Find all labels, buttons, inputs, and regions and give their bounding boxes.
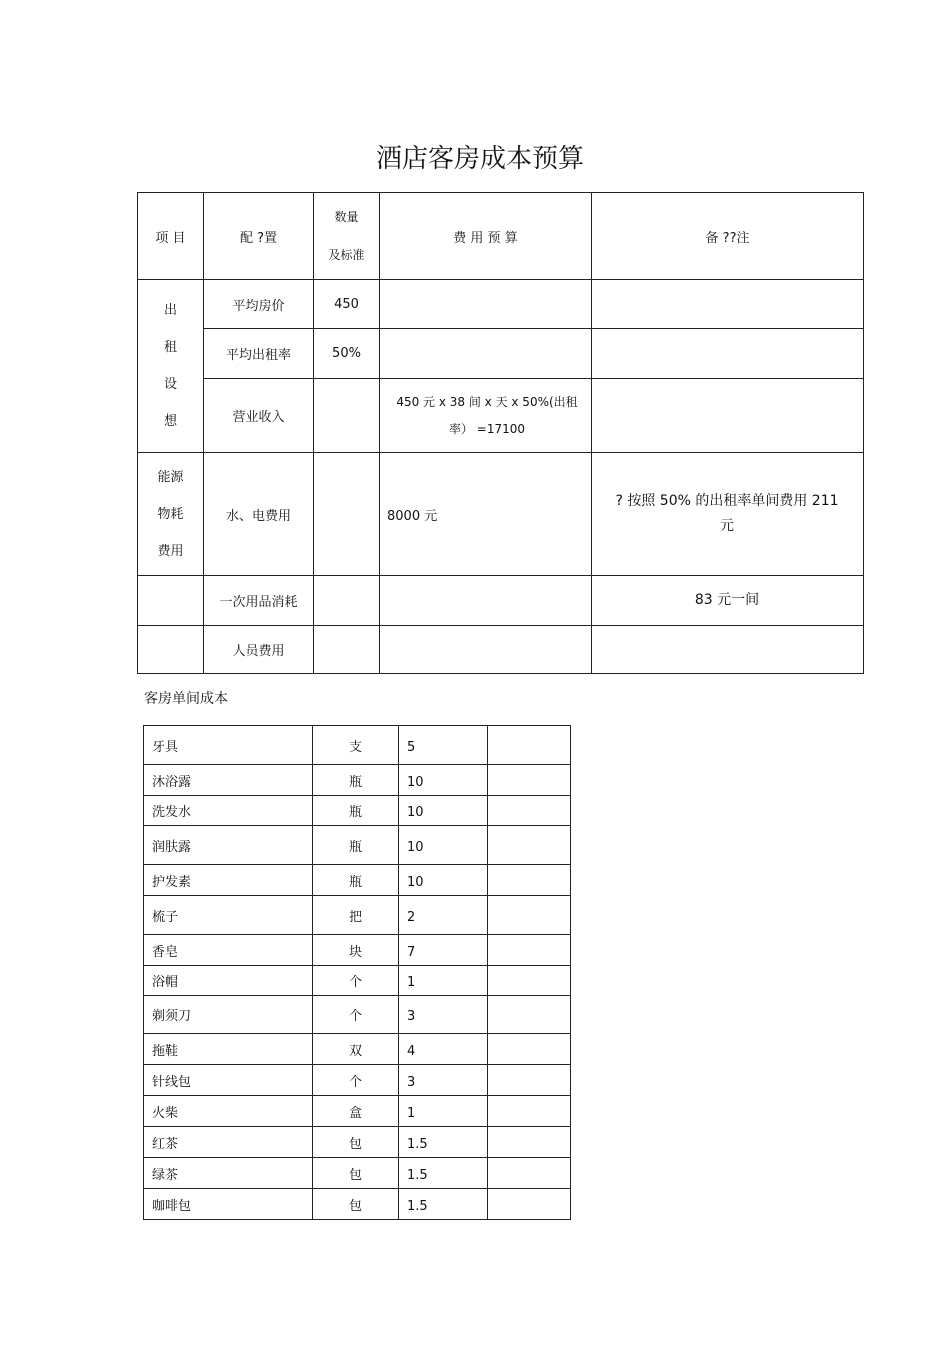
items-table	[143, 725, 571, 1220]
item-blank-cell	[488, 1189, 571, 1220]
item-blank-cell	[488, 966, 571, 996]
note-cell	[592, 453, 864, 576]
note-line: ? 按照 50% 的出租率单间费用 211	[615, 493, 839, 509]
note-cell	[592, 379, 864, 453]
item-unit-cell: 个	[313, 966, 399, 996]
table-row	[144, 1034, 571, 1065]
item-qty-cell: 1	[399, 1096, 488, 1127]
item-qty-cell: 2	[399, 896, 488, 935]
item-name-cell: 沐浴露	[144, 765, 313, 796]
qty-cell	[314, 626, 380, 674]
qty-cell: 50%	[314, 329, 380, 379]
item-unit-cell: 把	[313, 896, 399, 935]
config-cell: 营业收入	[204, 379, 314, 453]
config-cell: 一次用品消耗	[204, 576, 314, 626]
header-config: 配 ?置	[204, 193, 314, 280]
rental-group-char: 想	[163, 414, 177, 429]
item-unit-cell: 瓶	[313, 826, 399, 865]
item-qty-cell: 1	[399, 966, 488, 996]
group-cell	[138, 576, 204, 626]
table-row	[144, 726, 571, 765]
item-unit-cell: 个	[313, 1065, 399, 1096]
table-row	[144, 1065, 571, 1096]
qty-cell	[314, 576, 380, 626]
page-title: 酒店客房成本预算	[375, 144, 584, 174]
table-row	[144, 1189, 571, 1220]
item-blank-cell	[488, 1065, 571, 1096]
budget-row	[138, 329, 864, 379]
rental-group-char: 租	[163, 340, 177, 355]
header-cost: 费 用 预 算	[380, 193, 592, 280]
item-name-cell: 咖啡包	[144, 1189, 313, 1220]
energy-group-line: 费用	[157, 543, 184, 559]
energy-group-label	[138, 453, 204, 576]
table-row	[144, 1127, 571, 1158]
note-line: 元	[720, 518, 734, 534]
cost-cell	[380, 576, 592, 626]
rental-group-char: 设	[163, 377, 177, 392]
cost-cell	[380, 280, 592, 329]
header-note: 备 ??注	[592, 193, 864, 280]
cost-line: 450 元 x 38 间 x 天 x 50%(出租	[396, 394, 578, 409]
config-cell: 平均出租率	[204, 329, 314, 379]
item-qty-cell: 1.5	[399, 1189, 488, 1220]
header-qty-line2: 及标准	[328, 248, 365, 262]
note-cell	[592, 626, 864, 674]
item-blank-cell	[488, 826, 571, 865]
item-name-cell: 护发素	[144, 865, 313, 896]
qty-cell	[314, 453, 380, 576]
table-row	[144, 1096, 571, 1127]
group-cell	[138, 626, 204, 674]
energy-group-line: 物耗	[157, 506, 184, 522]
item-name-cell: 香皂	[144, 935, 313, 966]
cost-cell: 8000 元	[380, 453, 592, 576]
item-qty-cell: 10	[399, 765, 488, 796]
cost-cell	[380, 329, 592, 379]
item-name-cell: 针线包	[144, 1065, 313, 1096]
item-name-cell: 润肤露	[144, 826, 313, 865]
item-blank-cell	[488, 1096, 571, 1127]
item-unit-cell: 瓶	[313, 865, 399, 896]
item-name-cell: 火柴	[144, 1096, 313, 1127]
item-qty-cell: 3	[399, 996, 488, 1034]
table-row	[144, 865, 571, 896]
item-blank-cell	[488, 935, 571, 966]
budget-row	[138, 576, 864, 626]
item-name-cell: 绿茶	[144, 1158, 313, 1189]
note-cell	[592, 329, 864, 379]
config-cell: 水、电费用	[204, 453, 314, 576]
qty-cell	[314, 379, 380, 453]
item-qty-cell: 10	[399, 865, 488, 896]
item-qty-cell: 10	[399, 796, 488, 826]
qty-cell: 450	[314, 280, 380, 329]
item-blank-cell	[488, 996, 571, 1034]
rental-group-label	[138, 280, 204, 453]
item-unit-cell: 个	[313, 996, 399, 1034]
item-unit-cell: 双	[313, 1034, 399, 1065]
item-name-cell: 牙具	[144, 726, 313, 765]
rental-group-char: 出	[163, 303, 177, 318]
config-cell: 平均房价	[204, 280, 314, 329]
note-cell	[592, 280, 864, 329]
item-unit-cell: 包	[313, 1158, 399, 1189]
item-qty-cell: 1.5	[399, 1158, 488, 1189]
item-blank-cell	[488, 1034, 571, 1065]
header-qty-line1: 数量	[334, 210, 359, 224]
cost-cell	[380, 379, 592, 453]
table-row	[144, 796, 571, 826]
item-blank-cell	[488, 765, 571, 796]
item-unit-cell: 块	[313, 935, 399, 966]
item-name-cell: 洗发水	[144, 796, 313, 826]
item-qty-cell: 3	[399, 1065, 488, 1096]
table-row	[144, 1158, 571, 1189]
items-table-body	[144, 726, 571, 1220]
table-row	[144, 966, 571, 996]
table-row	[144, 896, 571, 935]
budget-row	[138, 280, 864, 329]
cost-cell	[380, 626, 592, 674]
item-name-cell: 梳子	[144, 896, 313, 935]
item-name-cell: 浴帽	[144, 966, 313, 996]
budget-row	[138, 379, 864, 453]
item-blank-cell	[488, 796, 571, 826]
table-row	[144, 996, 571, 1034]
item-name-cell: 拖鞋	[144, 1034, 313, 1065]
item-unit-cell: 支	[313, 726, 399, 765]
item-unit-cell: 瓶	[313, 765, 399, 796]
section-subtitle: 客房单间成本	[144, 691, 228, 707]
item-unit-cell: 包	[313, 1189, 399, 1220]
budget-row	[138, 626, 864, 674]
table-row	[144, 765, 571, 796]
budget-table	[137, 192, 864, 674]
energy-group-line: 能源	[157, 469, 184, 485]
item-blank-cell	[488, 1127, 571, 1158]
budget-header-row	[138, 193, 864, 280]
item-blank-cell	[488, 865, 571, 896]
item-qty-cell: 5	[399, 726, 488, 765]
item-qty-cell: 4	[399, 1034, 488, 1065]
config-cell: 人员费用	[204, 626, 314, 674]
header-item: 项 目	[138, 193, 204, 280]
item-qty-cell: 1.5	[399, 1127, 488, 1158]
item-blank-cell	[488, 896, 571, 935]
cost-line: 率） =17100	[448, 421, 526, 436]
item-unit-cell: 瓶	[313, 796, 399, 826]
item-qty-cell: 10	[399, 826, 488, 865]
budget-row	[138, 453, 864, 576]
header-qty	[314, 193, 380, 280]
item-blank-cell	[488, 726, 571, 765]
table-row	[144, 826, 571, 865]
item-name-cell: 红茶	[144, 1127, 313, 1158]
item-blank-cell	[488, 1158, 571, 1189]
table-row	[144, 935, 571, 966]
note-cell: 83 元一间	[592, 576, 864, 626]
item-name-cell: 剃须刀	[144, 996, 313, 1034]
item-qty-cell: 7	[399, 935, 488, 966]
item-unit-cell: 盒	[313, 1096, 399, 1127]
item-unit-cell: 包	[313, 1127, 399, 1158]
